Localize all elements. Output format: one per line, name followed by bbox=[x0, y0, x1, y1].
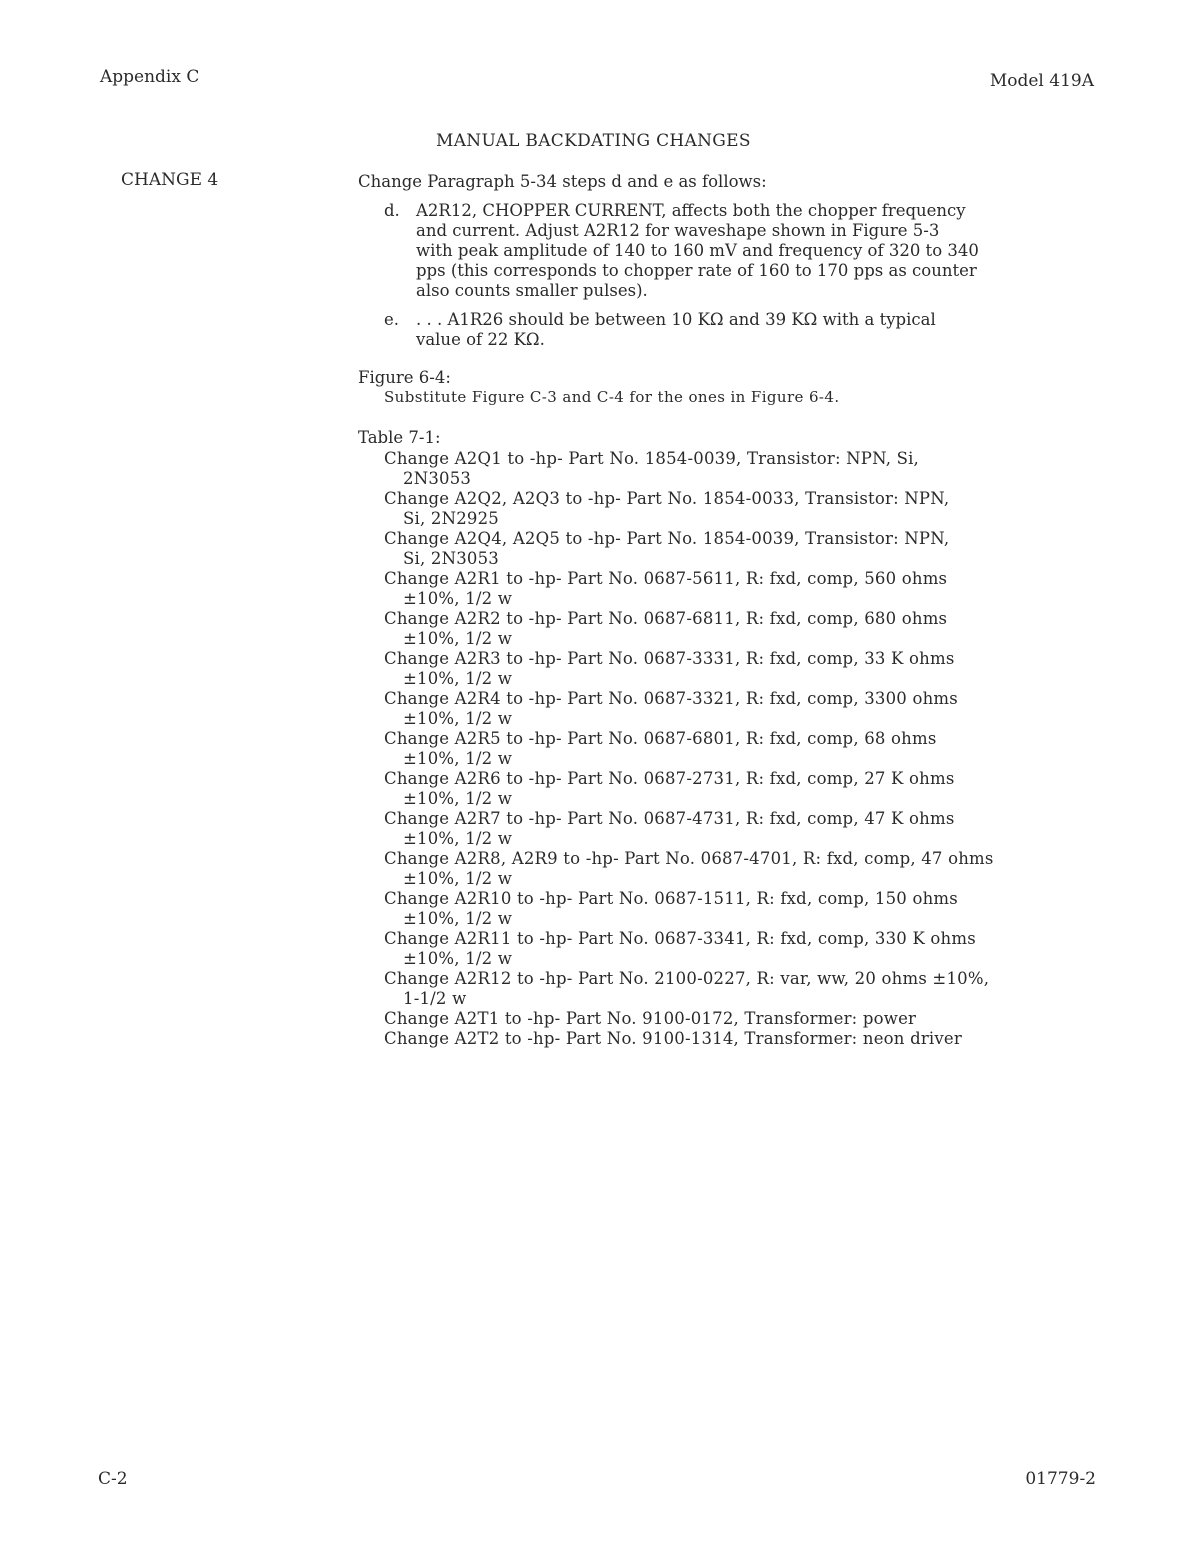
entry-line-2: 1-1/2 w bbox=[403, 989, 467, 1008]
step-d-letter: d. bbox=[384, 201, 400, 220]
entry-line-2: ±10%, 1/2 w bbox=[403, 709, 513, 728]
step-e-text bbox=[416, 310, 936, 350]
header-right: Model 419A bbox=[989, 71, 1094, 91]
entry-line-2: ±10%, 1/2 w bbox=[403, 629, 513, 648]
entry-line-2: ±10%, 1/2 w bbox=[403, 589, 513, 608]
entry-line-1: Change A2Q1 to -hp- Part No. 1854-0039, Transistor: NPN, Si, bbox=[384, 449, 920, 468]
step-d-line: and current. Adjust A2R12 for waveshape shown in Figure 5-3 bbox=[416, 221, 940, 240]
step-d-line: also counts smaller pulses). bbox=[416, 281, 648, 300]
entry-line-1: Change A2R5 to -hp- Part No. 0687-6801, R: fxd, comp, 68 ohms bbox=[384, 729, 937, 748]
entry-line-2: ±10%, 1/2 w bbox=[403, 829, 513, 848]
figure-heading: Figure 6-4: bbox=[358, 368, 451, 387]
entry-line-1: Change A2R10 to -hp- Part No. 0687-1511, R: fxd, comp, 150 ohms bbox=[384, 889, 958, 908]
entry-line-1: Change A2T1 to -hp- Part No. 9100-0172, Transformer: power bbox=[384, 1009, 917, 1028]
entry-line-1: Change A2R7 to -hp- Part No. 0687-4731, R: fxd, comp, 47 K ohms bbox=[384, 809, 955, 828]
entry-line-2: ±10%, 1/2 w bbox=[403, 869, 513, 888]
entry-line-2: Si, 2N3053 bbox=[403, 549, 499, 568]
entry-line-2: Si, 2N2925 bbox=[403, 509, 499, 528]
entry-line-1: Change A2R11 to -hp- Part No. 0687-3341, R: fxd, comp, 330 K ohms bbox=[384, 929, 976, 948]
paragraph-intro: Change Paragraph 5-34 steps d and e as follows: bbox=[358, 172, 767, 191]
entry-line-1: Change A2R4 to -hp- Part No. 0687-3321, R: fxd, comp, 3300 ohms bbox=[384, 689, 958, 708]
step-d-line: A2R12, CHOPPER CURRENT, affects both the chopper frequency bbox=[416, 201, 966, 220]
page-title: MANUAL BACKDATING CHANGES bbox=[436, 131, 751, 151]
step-e-line: . . . A1R26 should be between 10 KΩ and 39 KΩ with a typical bbox=[416, 310, 936, 329]
step-e-line: value of 22 KΩ. bbox=[416, 330, 545, 349]
entry-line-1: Change A2R12 to -hp- Part No. 2100-0227, R: var, ww, 20 ohms ±10%, bbox=[384, 969, 990, 988]
footer-left: C-2 bbox=[98, 1469, 128, 1489]
step-d-line: pps (this corresponds to chopper rate of 160 to 170 pps as counter bbox=[416, 261, 977, 280]
entry-line-2: ±10%, 1/2 w bbox=[403, 789, 513, 808]
header-left: Appendix C bbox=[100, 67, 200, 87]
entry-line-1: Change A2R3 to -hp- Part No. 0687-3331, R: fxd, comp, 33 K ohms bbox=[384, 649, 955, 668]
table-heading: Table 7-1: bbox=[358, 428, 441, 447]
entry-line-1: Change A2R2 to -hp- Part No. 0687-6811, R: fxd, comp, 680 ohms bbox=[384, 609, 948, 628]
step-d-line: with peak amplitude of 140 to 160 mV and frequency of 320 to 340 bbox=[416, 241, 979, 260]
change-label: CHANGE 4 bbox=[121, 170, 219, 190]
entry-line-2: ±10%, 1/2 w bbox=[403, 949, 513, 968]
entry-line-1: Change A2Q2, A2Q3 to -hp- Part No. 1854-0033, Transistor: NPN, bbox=[384, 489, 950, 508]
entry-line-1: Change A2R1 to -hp- Part No. 0687-5611, R: fxd, comp, 560 ohms bbox=[384, 569, 948, 588]
entry-line-1: Change A2R6 to -hp- Part No. 0687-2731, R: fxd, comp, 27 K ohms bbox=[384, 769, 955, 788]
entry-line-2: 2N3053 bbox=[403, 469, 472, 488]
entry-line-2: ±10%, 1/2 w bbox=[403, 749, 513, 768]
step-e-letter: e. bbox=[384, 310, 400, 329]
entry-line-1: Change A2R8, A2R9 to -hp- Part No. 0687-4701, R: fxd, comp, 47 ohms bbox=[384, 849, 994, 868]
step-d-text bbox=[416, 201, 979, 301]
entry-line-1: Change A2T2 to -hp- Part No. 9100-1314, Transformer: neon driver bbox=[384, 1029, 962, 1048]
figure-text: Substitute Figure C-3 and C-4 for the ones in Figure 6-4. bbox=[384, 388, 840, 406]
footer-right: 01779-2 bbox=[1025, 1469, 1096, 1489]
entry-line-1: Change A2Q4, A2Q5 to -hp- Part No. 1854-0039, Transistor: NPN, bbox=[384, 529, 950, 548]
entry-line-2: ±10%, 1/2 w bbox=[403, 909, 513, 928]
entry-line-2: ±10%, 1/2 w bbox=[403, 669, 513, 688]
